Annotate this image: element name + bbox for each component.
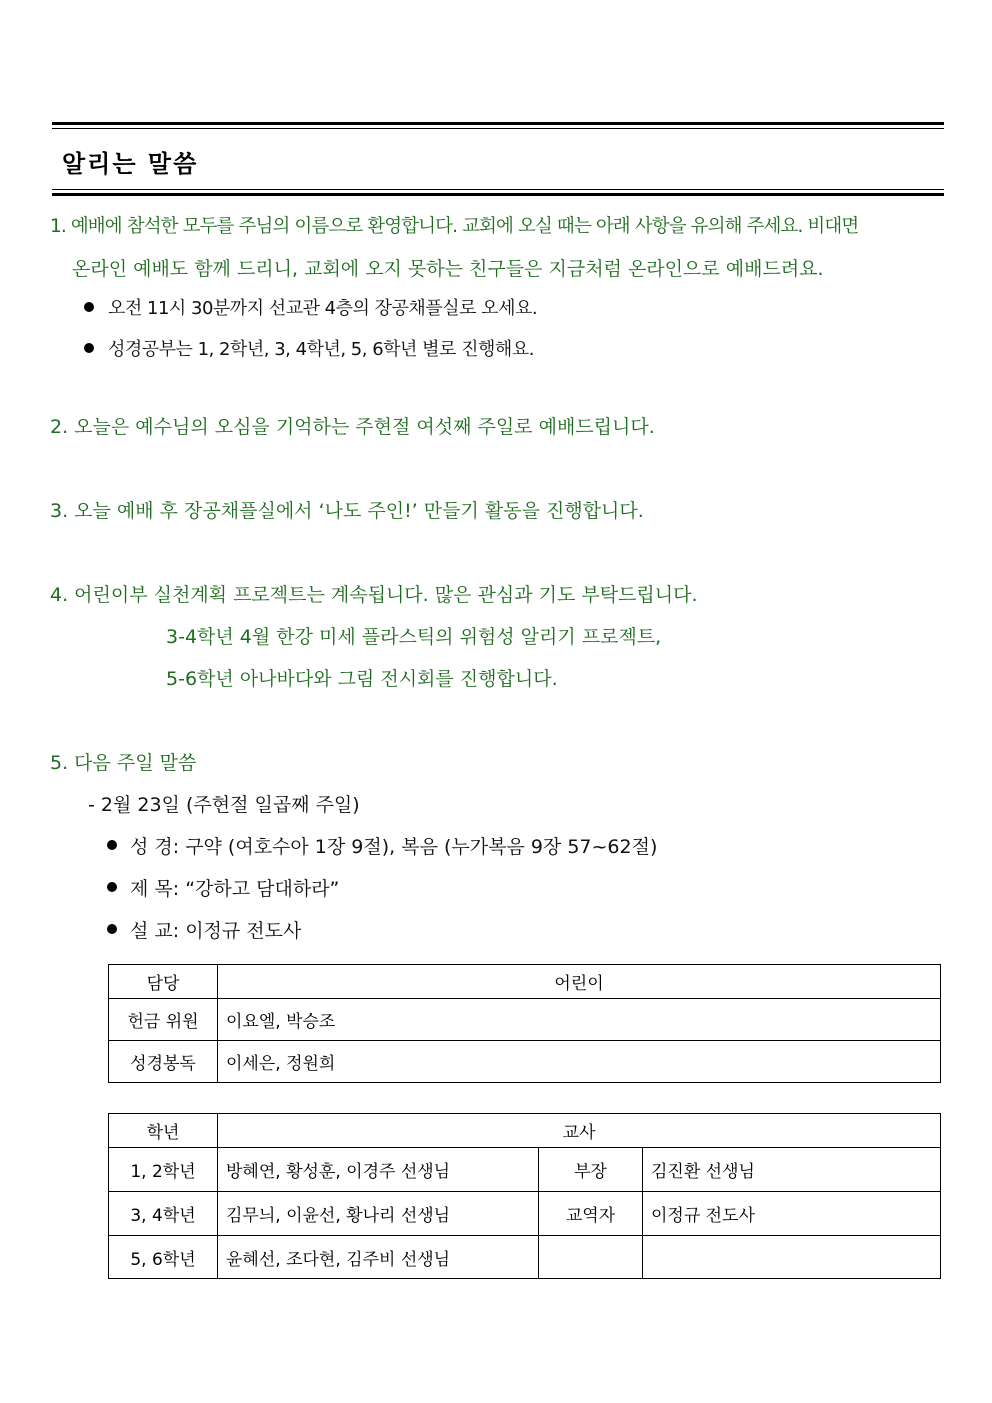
table-cell-role: 성경봉독 [109, 1041, 218, 1083]
table-cell-names: 이요엘, 박승조 [218, 999, 941, 1041]
notice-3: 3. 오늘 예배 후 장공채플실에서 ‘나도 주인!’ 만들기 활동을 진행합니다. [50, 500, 644, 522]
notice-4-line-3: 5-6학년 아나바다와 그림 전시회를 진행합니다. [166, 668, 558, 690]
notice-2: 2. 오늘은 예수님의 오심을 기억하는 주현절 여섯째 주일로 예배드립니다. [50, 416, 655, 438]
table-row [109, 1148, 941, 1192]
preacher-line: 설 교: 이정규 전도사 [130, 920, 302, 942]
duty-table [108, 964, 941, 1083]
table-cell-teachers: 방혜연, 황성훈, 이경주 선생님 [218, 1148, 539, 1192]
bullet-icon [84, 302, 94, 312]
top-rule-thick [52, 122, 944, 125]
table-header-row [109, 965, 941, 999]
page-title: 알리는 말씀 [62, 150, 199, 178]
table-cell-person [643, 1236, 941, 1279]
table-cell-role: 교역자 [539, 1192, 643, 1236]
table-cell-teachers: 김무늬, 이윤선, 황나리 선생님 [218, 1192, 539, 1236]
table-row [109, 1041, 941, 1083]
table-cell-person: 이정규 전도사 [643, 1192, 941, 1236]
table-cell-person: 김진환 선생님 [643, 1148, 941, 1192]
table-cell-grade: 1, 2학년 [109, 1148, 218, 1192]
notice-4-line-2: 3-4학년 4월 한강 미세 플라스틱의 위험성 알리기 프로젝트, [166, 626, 662, 648]
table-header-row [109, 1114, 941, 1148]
next-sunday-date: - 2월 23일 (주현절 일곱째 주일) [88, 794, 360, 816]
table-cell-names: 이세은, 정원희 [218, 1041, 941, 1083]
top-rule-thin [52, 128, 944, 129]
title-rule-thick [52, 193, 944, 196]
notice-1-bullet-1: 오전 11시 30분까지 선교관 4층의 장공채플실로 오세요. [108, 298, 538, 319]
table-cell-grade: 5, 6학년 [109, 1236, 218, 1279]
notice-1-line-2: 온라인 예배도 함께 드리니, 교회에 오지 못하는 친구들은 지금처럼 온라인으로 예배드려요. [72, 258, 824, 280]
bullet-icon [107, 924, 117, 934]
bullet-icon [84, 343, 94, 353]
bullet-icon [107, 840, 117, 850]
table-header-cell: 담당 [109, 965, 218, 999]
notice-1-line-1: 1. 예배에 참석한 모두를 주님의 이름으로 환영합니다. 교회에 오실 때는 아래 사항을 유의해 주세요. 비대면 [50, 216, 859, 237]
table-cell-role: 부장 [539, 1148, 643, 1192]
table-row [109, 1192, 941, 1236]
scripture-line: 성 경: 구약 (여호수아 1장 9절), 복음 (누가복음 9장 57~62절) [130, 836, 658, 858]
bullet-icon [107, 882, 117, 892]
table-row [109, 1236, 941, 1279]
notice-5-heading: 5. 다음 주일 말씀 [50, 752, 197, 774]
table-header-cell: 학년 [109, 1114, 218, 1148]
table-cell-role: 헌금 위원 [109, 999, 218, 1041]
table-cell-role [539, 1236, 643, 1279]
table-header-cell: 어린이 [218, 965, 941, 999]
sermon-title-line: 제 목: “강하고 담대하라” [130, 878, 340, 900]
table-cell-grade: 3, 4학년 [109, 1192, 218, 1236]
title-rule-thin [52, 189, 944, 190]
table-row [109, 999, 941, 1041]
notice-1-bullet-2: 성경공부는 1, 2학년, 3, 4학년, 5, 6학년 별로 진행해요. [108, 339, 534, 360]
table-cell-teachers: 윤혜선, 조다현, 김주비 선생님 [218, 1236, 539, 1279]
teacher-table [108, 1113, 941, 1279]
table-header-cell: 교사 [218, 1114, 941, 1148]
notice-4-line-1: 4. 어린이부 실천계획 프로젝트는 계속됩니다. 많은 관심과 기도 부탁드립니다. [50, 584, 698, 606]
